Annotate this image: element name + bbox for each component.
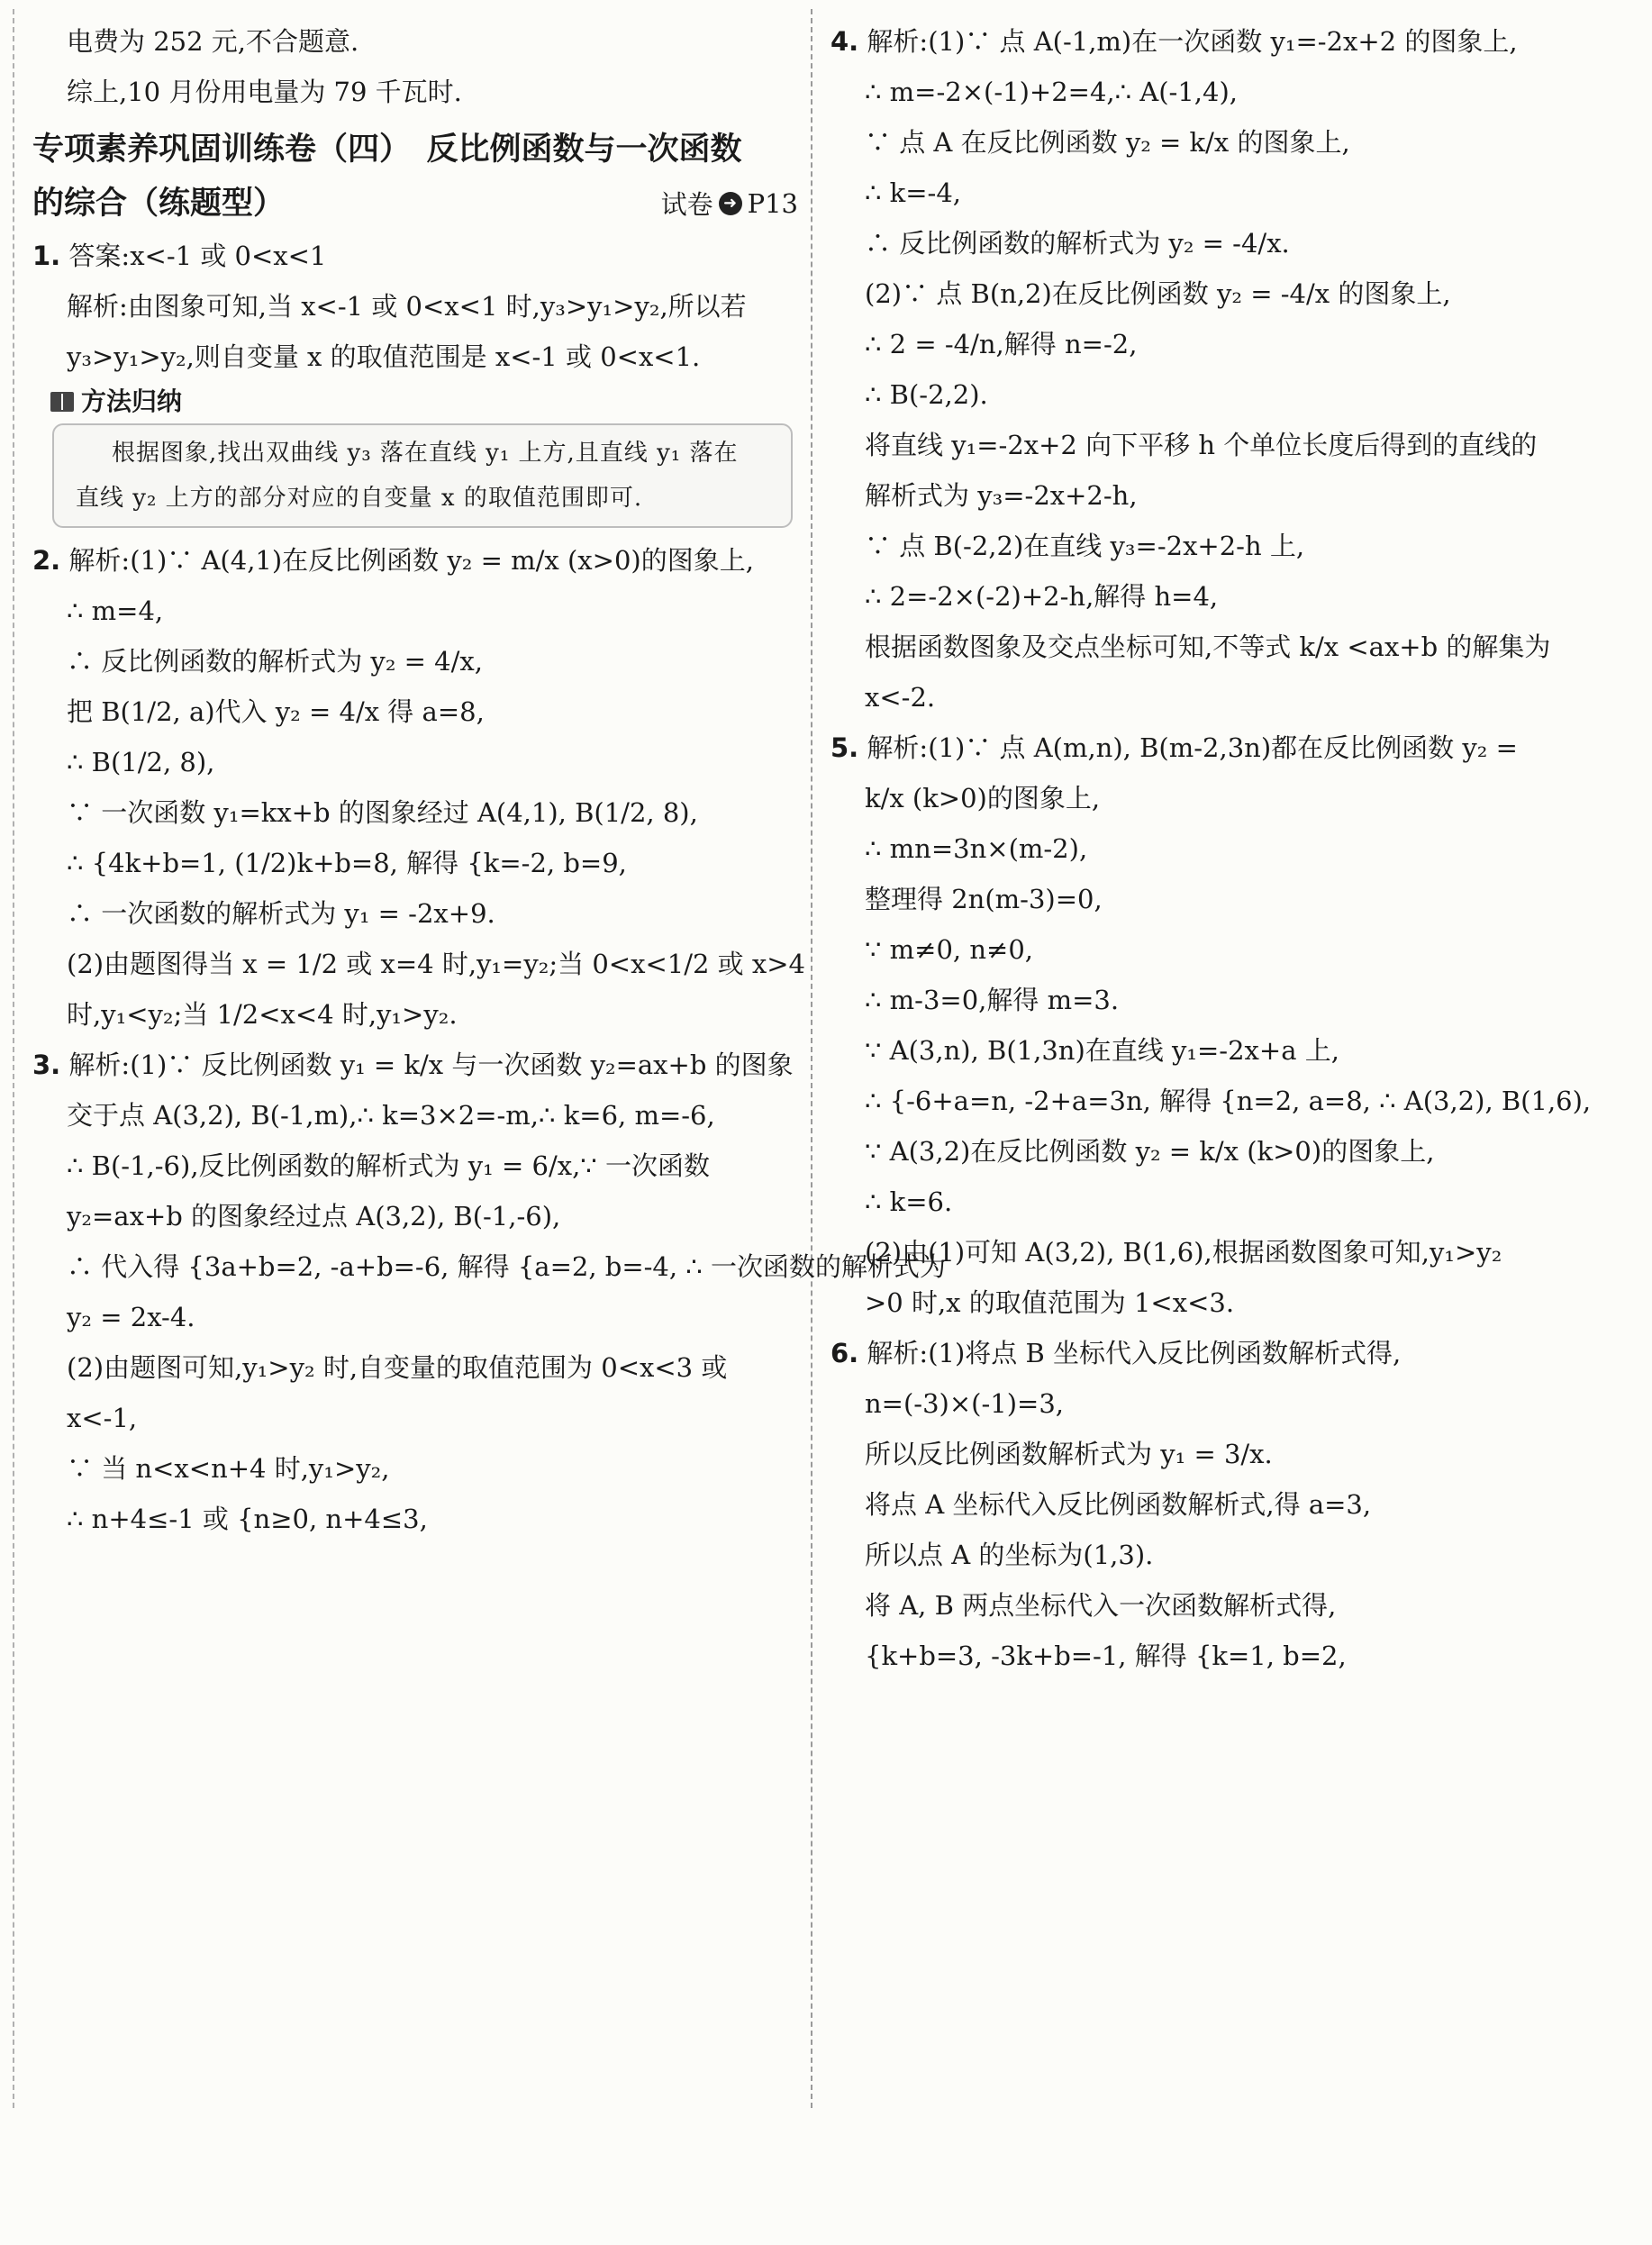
question-1-answer <box>32 231 798 281</box>
text-line: 将 A, B 两点坐标代入一次函数解析式得, <box>865 1590 1337 1621</box>
text-line: x<-1, <box>67 1403 138 1433</box>
text-line: ∴ m=-2×(-1)+2=4,∴ A(-1,4), <box>865 77 1238 107</box>
question-4-line <box>831 16 1605 67</box>
question-number: 3. <box>32 1050 61 1080</box>
text-line: ∵ 一次函数 y₁=kx+b 的图象经过 A(4,1), B(1/2, 8), <box>67 797 698 828</box>
method-title-text: 方法归纳 <box>81 386 183 416</box>
text-line: 所以反比例函数解析式为 y₁ = 3/x. <box>865 1439 1273 1469</box>
text-line: n=(-3)×(-1)=3, <box>865 1388 1064 1419</box>
text-line: (2)由题图可知,y₁>y₂ 时,自变量的取值范围为 0<x<3 或 <box>67 1352 728 1383</box>
text-line: 时,y₁<y₂;当 1/2<x<4 时,y₁>y₂. <box>67 999 458 1030</box>
text-line: 综上,10 月份用电量为 79 千瓦时. <box>67 77 462 107</box>
text-line: (2)由(1)可知 A(3,2), B(1,6),根据函数图象可知,y₁>y₂ <box>865 1237 1502 1268</box>
question-3-line <box>32 1040 798 1090</box>
text-line: y₃>y₁>y₂,则自变量 x 的取值范围是 x<-1 或 0<x<1. <box>67 341 701 372</box>
solution-text: 解析:(1)∵ 点 A(m,n), B(m-2,3n)都在反比例函数 y₂ = <box>867 732 1518 763</box>
text-line: ∴ 2=-2×(-2)+2-h,解得 h=4, <box>865 581 1219 612</box>
binding-edge-line <box>13 9 14 2108</box>
text-line: (2)由题图得当 x = 1/2 或 x=4 时,y₁=y₂;当 0<x<1/2 或 x>4 <box>67 949 805 979</box>
solution-text: 解析:(1)将点 B 坐标代入反比例函数解析式得, <box>867 1338 1402 1368</box>
question-number: 6. <box>831 1338 859 1368</box>
exam-page-reference <box>661 185 798 222</box>
text-line: ∴ 反比例函数的解析式为 y₂ = -4/x. <box>865 228 1290 259</box>
equation-system-line: ∴ {-6+a=n, -2+a=3n, 解得 {n=2, a=8, ∴ A(3,2), B(1,6), <box>865 1086 1592 1116</box>
question-number: 2. <box>32 545 61 576</box>
question-6-line <box>831 1328 1605 1378</box>
answer-text: 答案:x<-1 或 0<x<1 <box>68 241 327 271</box>
question-5-line <box>831 723 1605 773</box>
text-line: ∴ k=6. <box>865 1186 953 1217</box>
text-line: 解析:由图象可知,当 x<-1 或 0<x<1 时,y₃>y₁>y₂,所以若 <box>67 291 747 322</box>
text-line: 交于点 A(3,2), B(-1,m),∴ k=3×2=-m,∴ k=6, m=-6, <box>67 1100 715 1131</box>
text-line: ∵ A(3,n), B(1,3n)在直线 y₁=-2x+a 上, <box>865 1035 1339 1066</box>
solution-text: 解析:(1)∵ A(4,1)在反比例函数 y₂ = m/x (x>0)的图象上, <box>68 545 754 576</box>
text-line: ∴ 2 = -4/n,解得 n=-2, <box>865 329 1138 359</box>
text-line: k/x (k>0)的图象上, <box>865 783 1101 813</box>
text-line: ∴ m-3=0,解得 m=3. <box>865 985 1120 1015</box>
text-line: ∴ m=4, <box>67 595 164 626</box>
question-number: 1. <box>32 241 61 271</box>
text-line: 电费为 252 元,不合题意. <box>67 26 359 57</box>
text-line: ∴ B(-2,2). <box>865 379 988 410</box>
reference-page: P13 <box>747 187 798 219</box>
equation-system-line: ∴ 代入得 {3a+b=2, -a+b=-6, 解得 {a=2, b=-4, ∴ 一次函数的解析式为 <box>67 1251 946 1282</box>
text-line: 把 B(1/2, a)代入 y₂ = 4/x 得 a=8, <box>67 696 485 727</box>
text-line: ∴ 反比例函数的解析式为 y₂ = 4/x, <box>67 646 483 677</box>
method-summary-box <box>52 423 793 528</box>
text-line: ∵ 点 A 在反比例函数 y₂ = k/x 的图象上, <box>865 127 1350 158</box>
solution-text: 解析:(1)∵ 反比例函数 y₁ = k/x 与一次函数 y₂=ax+b 的图象 <box>68 1050 794 1080</box>
book-icon <box>50 392 74 412</box>
text-line: 根据函数图象及交点坐标可知,不等式 k/x <ax+b 的解集为 <box>865 632 1551 662</box>
text-line: ∵ A(3,2)在反比例函数 y₂ = k/x (k>0)的图象上, <box>865 1136 1435 1167</box>
right-column <box>831 16 1605 1681</box>
equation-system-line: ∴ {4k+b=1, (1/2)k+b=8, 解得 {k=-2, b=9, <box>67 848 627 878</box>
section-heading-line1: 专项素养巩固训练卷（四） 反比例函数与一次函数 <box>32 132 742 168</box>
arrow-right-icon: ➜ <box>719 192 742 215</box>
text-line: ∵ 当 n<x<n+4 时,y₁>y₂, <box>67 1453 390 1484</box>
text-line: ∴ B(-1,-6),反比例函数的解析式为 y₁ = 6/x,∵ 一次函数 <box>67 1150 710 1181</box>
question-number: 4. <box>831 26 859 57</box>
reference-label: 试卷 <box>660 189 713 220</box>
method-summary-title <box>32 382 798 422</box>
method-line: 直线 y₂ 上方的部分对应的自变量 x 的取值范围即可. <box>76 485 643 512</box>
text-line: x<-2. <box>865 682 936 713</box>
question-number: 5. <box>831 732 859 763</box>
equation-system-line: ∴ n+4≤-1 或 {n≥0, n+4≤3, <box>67 1504 428 1534</box>
text-line: >0 时,x 的取值范围为 1<x<3. <box>865 1287 1235 1318</box>
column-divider <box>811 9 812 2108</box>
text-line: y₂ = 2x-4. <box>67 1302 195 1332</box>
text-line: 将直线 y₁=-2x+2 向下平移 h 个单位长度后得到的直线的 <box>865 430 1538 460</box>
text-line: ∵ m≠0, n≠0, <box>865 934 1033 965</box>
text-line: ∴ 一次函数的解析式为 y₁ = -2x+9. <box>67 898 495 929</box>
text-line: ∵ 点 B(-2,2)在直线 y₃=-2x+2-h 上, <box>865 531 1305 561</box>
text-line: 所以点 A 的坐标为(1,3). <box>865 1540 1154 1570</box>
text-line: 整理得 2n(m-3)=0, <box>865 884 1103 914</box>
section-heading-line2: 的综合（练题型） <box>32 186 286 222</box>
text-line: ∴ k=-4, <box>865 177 962 208</box>
question-2-line <box>32 535 798 586</box>
text-line: y₂=ax+b 的图象经过点 A(3,2), B(-1,-6), <box>67 1201 561 1232</box>
text-line: (2)∵ 点 B(n,2)在反比例函数 y₂ = -4/x 的图象上, <box>865 278 1451 309</box>
text-line: 解析式为 y₃=-2x+2-h, <box>865 480 1138 511</box>
solution-text: 解析:(1)∵ 点 A(-1,m)在一次函数 y₁=-2x+2 的图象上, <box>867 26 1518 57</box>
method-line: 根据图象,找出双曲线 y₃ 落在直线 y₁ 上方,且直线 y₁ 落在 <box>112 440 739 467</box>
text-line: ∴ B(1/2, 8), <box>67 747 215 777</box>
text-line: ∴ mn=3n×(m-2), <box>865 833 1088 864</box>
equation-system-line: {k+b=3, -3k+b=-1, 解得 {k=1, b=2, <box>865 1641 1347 1671</box>
text-line: 将点 A 坐标代入反比例函数解析式,得 a=3, <box>865 1489 1372 1520</box>
